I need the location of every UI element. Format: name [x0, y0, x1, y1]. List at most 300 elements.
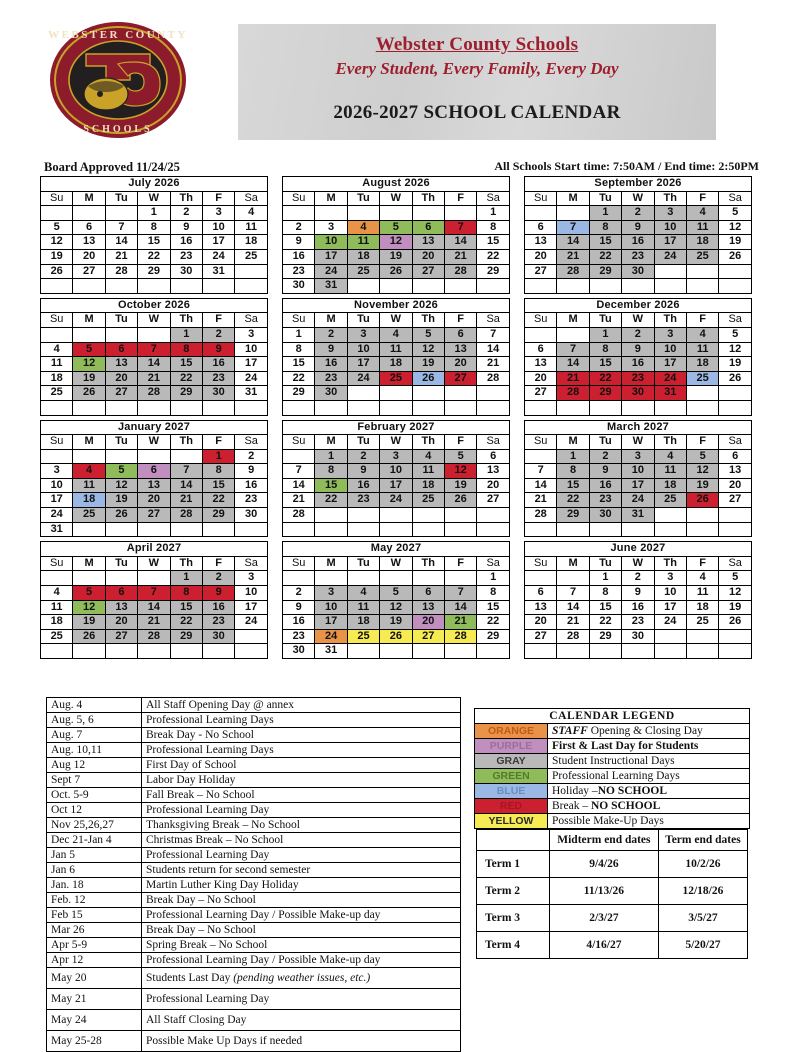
- day-cell[interactable]: 6: [105, 586, 137, 601]
- day-cell[interactable]: 21: [138, 371, 170, 386]
- day-cell[interactable]: 27: [73, 264, 105, 279]
- day-cell[interactable]: 18: [73, 493, 105, 508]
- day-cell[interactable]: 10: [235, 342, 268, 357]
- day-cell[interactable]: [719, 508, 752, 523]
- day-cell[interactable]: 10: [654, 220, 686, 235]
- day-cell[interactable]: [138, 522, 170, 537]
- day-cell[interactable]: 29: [557, 508, 589, 523]
- day-cell[interactable]: 14: [557, 235, 589, 250]
- day-cell[interactable]: [283, 206, 315, 221]
- day-cell[interactable]: 6: [73, 220, 105, 235]
- day-cell[interactable]: 22: [589, 371, 621, 386]
- day-cell[interactable]: 11: [73, 478, 105, 493]
- day-cell[interactable]: 25: [347, 629, 379, 644]
- day-cell[interactable]: 18: [654, 478, 686, 493]
- day-cell[interactable]: 21: [170, 493, 202, 508]
- day-cell[interactable]: 24: [315, 629, 347, 644]
- day-cell[interactable]: 9: [622, 220, 654, 235]
- day-cell[interactable]: 2: [622, 571, 654, 586]
- day-cell[interactable]: 12: [105, 478, 137, 493]
- day-cell[interactable]: [235, 400, 268, 415]
- day-cell[interactable]: 27: [105, 629, 137, 644]
- day-cell[interactable]: 30: [622, 386, 654, 401]
- day-cell[interactable]: 16: [347, 478, 379, 493]
- day-cell[interactable]: 10: [654, 586, 686, 601]
- day-cell[interactable]: 8: [589, 586, 621, 601]
- day-cell[interactable]: 7: [477, 327, 510, 342]
- day-cell[interactable]: [347, 571, 379, 586]
- day-cell[interactable]: 4: [686, 327, 718, 342]
- day-cell[interactable]: 28: [138, 386, 170, 401]
- day-cell[interactable]: 5: [719, 327, 752, 342]
- day-cell[interactable]: 29: [202, 508, 234, 523]
- day-cell[interactable]: [283, 449, 315, 464]
- day-cell[interactable]: 16: [235, 478, 268, 493]
- day-cell[interactable]: 8: [202, 464, 234, 479]
- day-cell[interactable]: 14: [525, 478, 557, 493]
- day-cell[interactable]: [557, 206, 589, 221]
- day-cell[interactable]: 11: [347, 600, 379, 615]
- day-cell[interactable]: 1: [589, 571, 621, 586]
- day-cell[interactable]: 13: [444, 342, 476, 357]
- day-cell[interactable]: 7: [170, 464, 202, 479]
- day-cell[interactable]: 5: [444, 449, 476, 464]
- day-cell[interactable]: 27: [477, 493, 510, 508]
- day-cell[interactable]: [622, 522, 654, 537]
- day-cell[interactable]: [105, 206, 137, 221]
- day-cell[interactable]: 12: [73, 600, 105, 615]
- day-cell[interactable]: 23: [315, 371, 347, 386]
- day-cell[interactable]: 26: [719, 249, 752, 264]
- day-cell[interactable]: 31: [654, 386, 686, 401]
- day-cell[interactable]: 26: [444, 493, 476, 508]
- day-cell[interactable]: [41, 571, 73, 586]
- day-cell[interactable]: 1: [589, 327, 621, 342]
- day-cell[interactable]: 24: [654, 615, 686, 630]
- day-cell[interactable]: [412, 571, 444, 586]
- day-cell[interactable]: 15: [315, 478, 347, 493]
- day-cell[interactable]: [380, 386, 412, 401]
- day-cell[interactable]: 20: [477, 478, 510, 493]
- day-cell[interactable]: 13: [105, 357, 137, 372]
- day-cell[interactable]: 19: [719, 357, 752, 372]
- day-cell[interactable]: [105, 279, 137, 294]
- day-cell[interactable]: 11: [380, 342, 412, 357]
- day-cell[interactable]: 28: [525, 508, 557, 523]
- day-cell[interactable]: 4: [412, 449, 444, 464]
- day-cell[interactable]: [525, 400, 557, 415]
- day-cell[interactable]: 4: [73, 464, 105, 479]
- day-cell[interactable]: 21: [138, 615, 170, 630]
- day-cell[interactable]: [654, 629, 686, 644]
- day-cell[interactable]: 21: [444, 249, 476, 264]
- day-cell[interactable]: 8: [138, 220, 170, 235]
- day-cell[interactable]: 13: [412, 235, 444, 250]
- day-cell[interactable]: 20: [412, 249, 444, 264]
- day-cell[interactable]: 10: [315, 235, 347, 250]
- day-cell[interactable]: 30: [235, 508, 268, 523]
- day-cell[interactable]: 6: [444, 327, 476, 342]
- day-cell[interactable]: 26: [41, 264, 73, 279]
- day-cell[interactable]: [202, 644, 234, 659]
- day-cell[interactable]: 9: [235, 464, 268, 479]
- day-cell[interactable]: [654, 644, 686, 659]
- day-cell[interactable]: 21: [444, 615, 476, 630]
- day-cell[interactable]: [380, 206, 412, 221]
- day-cell[interactable]: 19: [73, 371, 105, 386]
- day-cell[interactable]: 5: [380, 586, 412, 601]
- day-cell[interactable]: 8: [283, 342, 315, 357]
- day-cell[interactable]: [654, 508, 686, 523]
- day-cell[interactable]: 13: [719, 464, 752, 479]
- day-cell[interactable]: 17: [347, 357, 379, 372]
- day-cell[interactable]: 26: [412, 371, 444, 386]
- day-cell[interactable]: [719, 522, 752, 537]
- day-cell[interactable]: 1: [477, 571, 510, 586]
- day-cell[interactable]: 12: [719, 586, 752, 601]
- day-cell[interactable]: [557, 400, 589, 415]
- day-cell[interactable]: [202, 522, 234, 537]
- day-cell[interactable]: 10: [202, 220, 234, 235]
- day-cell[interactable]: 9: [283, 235, 315, 250]
- day-cell[interactable]: [105, 522, 137, 537]
- day-cell[interactable]: 31: [41, 522, 73, 537]
- day-cell[interactable]: 14: [477, 342, 510, 357]
- day-cell[interactable]: 19: [73, 615, 105, 630]
- day-cell[interactable]: 22: [170, 615, 202, 630]
- day-cell[interactable]: 5: [105, 464, 137, 479]
- day-cell[interactable]: 24: [380, 493, 412, 508]
- day-cell[interactable]: 23: [283, 629, 315, 644]
- day-cell[interactable]: 28: [444, 264, 476, 279]
- day-cell[interactable]: 18: [686, 357, 718, 372]
- day-cell[interactable]: 29: [589, 264, 621, 279]
- day-cell[interactable]: 2: [202, 571, 234, 586]
- day-cell[interactable]: 3: [315, 586, 347, 601]
- day-cell[interactable]: [315, 206, 347, 221]
- day-cell[interactable]: 2: [622, 206, 654, 221]
- day-cell[interactable]: 25: [686, 371, 718, 386]
- day-cell[interactable]: [622, 400, 654, 415]
- day-cell[interactable]: 9: [622, 342, 654, 357]
- day-cell[interactable]: [412, 386, 444, 401]
- day-cell[interactable]: 4: [654, 449, 686, 464]
- day-cell[interactable]: [138, 279, 170, 294]
- day-cell[interactable]: 19: [105, 493, 137, 508]
- day-cell[interactable]: 11: [654, 464, 686, 479]
- day-cell[interactable]: 8: [589, 220, 621, 235]
- day-cell[interactable]: 15: [202, 478, 234, 493]
- day-cell[interactable]: [138, 400, 170, 415]
- day-cell[interactable]: 28: [105, 264, 137, 279]
- day-cell[interactable]: 13: [525, 357, 557, 372]
- day-cell[interactable]: [315, 508, 347, 523]
- day-cell[interactable]: 8: [170, 342, 202, 357]
- day-cell[interactable]: [138, 327, 170, 342]
- day-cell[interactable]: 19: [412, 357, 444, 372]
- day-cell[interactable]: 3: [654, 571, 686, 586]
- day-cell[interactable]: 27: [138, 508, 170, 523]
- day-cell[interactable]: 3: [347, 327, 379, 342]
- day-cell[interactable]: 23: [283, 264, 315, 279]
- day-cell[interactable]: 6: [412, 220, 444, 235]
- day-cell[interactable]: 12: [444, 464, 476, 479]
- day-cell[interactable]: 17: [235, 357, 268, 372]
- day-cell[interactable]: 4: [347, 586, 379, 601]
- day-cell[interactable]: [138, 571, 170, 586]
- day-cell[interactable]: 21: [557, 371, 589, 386]
- day-cell[interactable]: 25: [654, 493, 686, 508]
- day-cell[interactable]: 25: [347, 264, 379, 279]
- day-cell[interactable]: 17: [380, 478, 412, 493]
- day-cell[interactable]: 21: [105, 249, 137, 264]
- day-cell[interactable]: 29: [589, 386, 621, 401]
- day-cell[interactable]: 18: [686, 600, 718, 615]
- day-cell[interactable]: [202, 279, 234, 294]
- day-cell[interactable]: [686, 522, 718, 537]
- day-cell[interactable]: 29: [283, 386, 315, 401]
- day-cell[interactable]: [235, 279, 268, 294]
- day-cell[interactable]: 6: [525, 220, 557, 235]
- day-cell[interactable]: [444, 386, 476, 401]
- day-cell[interactable]: 11: [235, 220, 268, 235]
- day-cell[interactable]: [589, 400, 621, 415]
- day-cell[interactable]: 17: [315, 615, 347, 630]
- day-cell[interactable]: [622, 279, 654, 294]
- day-cell[interactable]: 11: [686, 586, 718, 601]
- day-cell[interactable]: 20: [105, 615, 137, 630]
- day-cell[interactable]: 23: [589, 493, 621, 508]
- day-cell[interactable]: 22: [589, 615, 621, 630]
- day-cell[interactable]: 27: [105, 386, 137, 401]
- day-cell[interactable]: [347, 644, 379, 659]
- day-cell[interactable]: 4: [686, 571, 718, 586]
- day-cell[interactable]: 29: [477, 629, 510, 644]
- day-cell[interactable]: [444, 644, 476, 659]
- day-cell[interactable]: [347, 400, 379, 415]
- day-cell[interactable]: [412, 644, 444, 659]
- day-cell[interactable]: 20: [73, 249, 105, 264]
- day-cell[interactable]: [41, 644, 73, 659]
- day-cell[interactable]: 18: [347, 615, 379, 630]
- day-cell[interactable]: 14: [283, 478, 315, 493]
- day-cell[interactable]: 24: [654, 371, 686, 386]
- day-cell[interactable]: 17: [202, 235, 234, 250]
- day-cell[interactable]: 2: [202, 327, 234, 342]
- day-cell[interactable]: 5: [412, 327, 444, 342]
- day-cell[interactable]: 12: [412, 342, 444, 357]
- day-cell[interactable]: 27: [525, 386, 557, 401]
- day-cell[interactable]: 15: [283, 357, 315, 372]
- day-cell[interactable]: 18: [380, 357, 412, 372]
- day-cell[interactable]: 21: [557, 615, 589, 630]
- day-cell[interactable]: 12: [41, 235, 73, 250]
- day-cell[interactable]: 15: [589, 357, 621, 372]
- day-cell[interactable]: 12: [380, 235, 412, 250]
- day-cell[interactable]: 1: [589, 206, 621, 221]
- day-cell[interactable]: 1: [315, 449, 347, 464]
- day-cell[interactable]: [412, 279, 444, 294]
- day-cell[interactable]: [380, 571, 412, 586]
- day-cell[interactable]: [73, 449, 105, 464]
- day-cell[interactable]: [105, 449, 137, 464]
- day-cell[interactable]: 6: [138, 464, 170, 479]
- day-cell[interactable]: [380, 279, 412, 294]
- day-cell[interactable]: 13: [525, 600, 557, 615]
- day-cell[interactable]: 18: [686, 235, 718, 250]
- day-cell[interactable]: 12: [73, 357, 105, 372]
- day-cell[interactable]: 16: [202, 357, 234, 372]
- day-cell[interactable]: 7: [557, 586, 589, 601]
- day-cell[interactable]: 8: [477, 586, 510, 601]
- day-cell[interactable]: [686, 386, 718, 401]
- day-cell[interactable]: 25: [686, 615, 718, 630]
- day-cell[interactable]: 26: [380, 629, 412, 644]
- day-cell[interactable]: 16: [283, 249, 315, 264]
- day-cell[interactable]: 1: [557, 449, 589, 464]
- day-cell[interactable]: [315, 571, 347, 586]
- day-cell[interactable]: 23: [202, 371, 234, 386]
- day-cell[interactable]: 15: [589, 235, 621, 250]
- day-cell[interactable]: [202, 400, 234, 415]
- day-cell[interactable]: 23: [622, 371, 654, 386]
- day-cell[interactable]: 8: [589, 342, 621, 357]
- day-cell[interactable]: 20: [525, 615, 557, 630]
- day-cell[interactable]: 9: [202, 586, 234, 601]
- day-cell[interactable]: 7: [138, 342, 170, 357]
- day-cell[interactable]: 24: [235, 615, 268, 630]
- day-cell[interactable]: 22: [477, 249, 510, 264]
- day-cell[interactable]: [170, 522, 202, 537]
- day-cell[interactable]: [477, 279, 510, 294]
- day-cell[interactable]: 30: [622, 629, 654, 644]
- day-cell[interactable]: 18: [412, 478, 444, 493]
- day-cell[interactable]: [380, 644, 412, 659]
- day-cell[interactable]: [138, 644, 170, 659]
- day-cell[interactable]: 6: [525, 342, 557, 357]
- day-cell[interactable]: 14: [105, 235, 137, 250]
- day-cell[interactable]: [235, 522, 268, 537]
- day-cell[interactable]: [283, 571, 315, 586]
- day-cell[interactable]: [41, 206, 73, 221]
- day-cell[interactable]: 15: [589, 600, 621, 615]
- day-cell[interactable]: 4: [235, 206, 268, 221]
- day-cell[interactable]: 22: [315, 493, 347, 508]
- day-cell[interactable]: 23: [235, 493, 268, 508]
- day-cell[interactable]: 25: [686, 249, 718, 264]
- day-cell[interactable]: [235, 264, 268, 279]
- day-cell[interactable]: 13: [525, 235, 557, 250]
- day-cell[interactable]: 15: [477, 600, 510, 615]
- day-cell[interactable]: 5: [41, 220, 73, 235]
- day-cell[interactable]: 30: [589, 508, 621, 523]
- day-cell[interactable]: 28: [557, 386, 589, 401]
- day-cell[interactable]: 23: [347, 493, 379, 508]
- day-cell[interactable]: 10: [235, 586, 268, 601]
- day-cell[interactable]: 25: [412, 493, 444, 508]
- day-cell[interactable]: 3: [654, 327, 686, 342]
- day-cell[interactable]: 19: [380, 615, 412, 630]
- day-cell[interactable]: 17: [654, 600, 686, 615]
- day-cell[interactable]: 27: [525, 629, 557, 644]
- day-cell[interactable]: 9: [283, 600, 315, 615]
- day-cell[interactable]: [686, 264, 718, 279]
- day-cell[interactable]: [589, 279, 621, 294]
- day-cell[interactable]: 28: [557, 264, 589, 279]
- day-cell[interactable]: 24: [235, 371, 268, 386]
- day-cell[interactable]: [380, 522, 412, 537]
- day-cell[interactable]: 12: [719, 220, 752, 235]
- day-cell[interactable]: 7: [444, 220, 476, 235]
- day-cell[interactable]: 31: [622, 508, 654, 523]
- day-cell[interactable]: 31: [315, 644, 347, 659]
- day-cell[interactable]: 30: [202, 386, 234, 401]
- day-cell[interactable]: [412, 522, 444, 537]
- day-cell[interactable]: 11: [347, 235, 379, 250]
- day-cell[interactable]: [315, 400, 347, 415]
- day-cell[interactable]: 10: [41, 478, 73, 493]
- day-cell[interactable]: [686, 629, 718, 644]
- day-cell[interactable]: 2: [589, 449, 621, 464]
- day-cell[interactable]: 5: [719, 206, 752, 221]
- day-cell[interactable]: 23: [622, 249, 654, 264]
- day-cell[interactable]: 26: [719, 371, 752, 386]
- day-cell[interactable]: [412, 508, 444, 523]
- day-cell[interactable]: 9: [347, 464, 379, 479]
- day-cell[interactable]: [283, 522, 315, 537]
- day-cell[interactable]: [686, 279, 718, 294]
- day-cell[interactable]: 4: [41, 342, 73, 357]
- day-cell[interactable]: [73, 327, 105, 342]
- day-cell[interactable]: 6: [719, 449, 752, 464]
- day-cell[interactable]: [347, 522, 379, 537]
- day-cell[interactable]: 9: [202, 342, 234, 357]
- day-cell[interactable]: 6: [105, 342, 137, 357]
- day-cell[interactable]: 22: [170, 371, 202, 386]
- day-cell[interactable]: 5: [73, 586, 105, 601]
- day-cell[interactable]: [41, 327, 73, 342]
- day-cell[interactable]: 14: [170, 478, 202, 493]
- day-cell[interactable]: 26: [105, 508, 137, 523]
- day-cell[interactable]: [589, 522, 621, 537]
- day-cell[interactable]: [557, 327, 589, 342]
- day-cell[interactable]: 18: [41, 615, 73, 630]
- day-cell[interactable]: [315, 522, 347, 537]
- day-cell[interactable]: 29: [477, 264, 510, 279]
- day-cell[interactable]: 18: [41, 371, 73, 386]
- day-cell[interactable]: 2: [283, 220, 315, 235]
- day-cell[interactable]: [654, 400, 686, 415]
- day-cell[interactable]: 10: [654, 342, 686, 357]
- day-cell[interactable]: 11: [686, 342, 718, 357]
- day-cell[interactable]: [170, 400, 202, 415]
- day-cell[interactable]: 13: [412, 600, 444, 615]
- day-cell[interactable]: 17: [41, 493, 73, 508]
- day-cell[interactable]: [686, 400, 718, 415]
- day-cell[interactable]: 29: [170, 386, 202, 401]
- day-cell[interactable]: [719, 386, 752, 401]
- day-cell[interactable]: 27: [444, 371, 476, 386]
- day-cell[interactable]: [73, 206, 105, 221]
- day-cell[interactable]: 19: [719, 235, 752, 250]
- day-cell[interactable]: [380, 508, 412, 523]
- day-cell[interactable]: [347, 279, 379, 294]
- day-cell[interactable]: 3: [315, 220, 347, 235]
- day-cell[interactable]: [719, 264, 752, 279]
- day-cell[interactable]: 11: [412, 464, 444, 479]
- day-cell[interactable]: 7: [444, 586, 476, 601]
- day-cell[interactable]: 21: [557, 249, 589, 264]
